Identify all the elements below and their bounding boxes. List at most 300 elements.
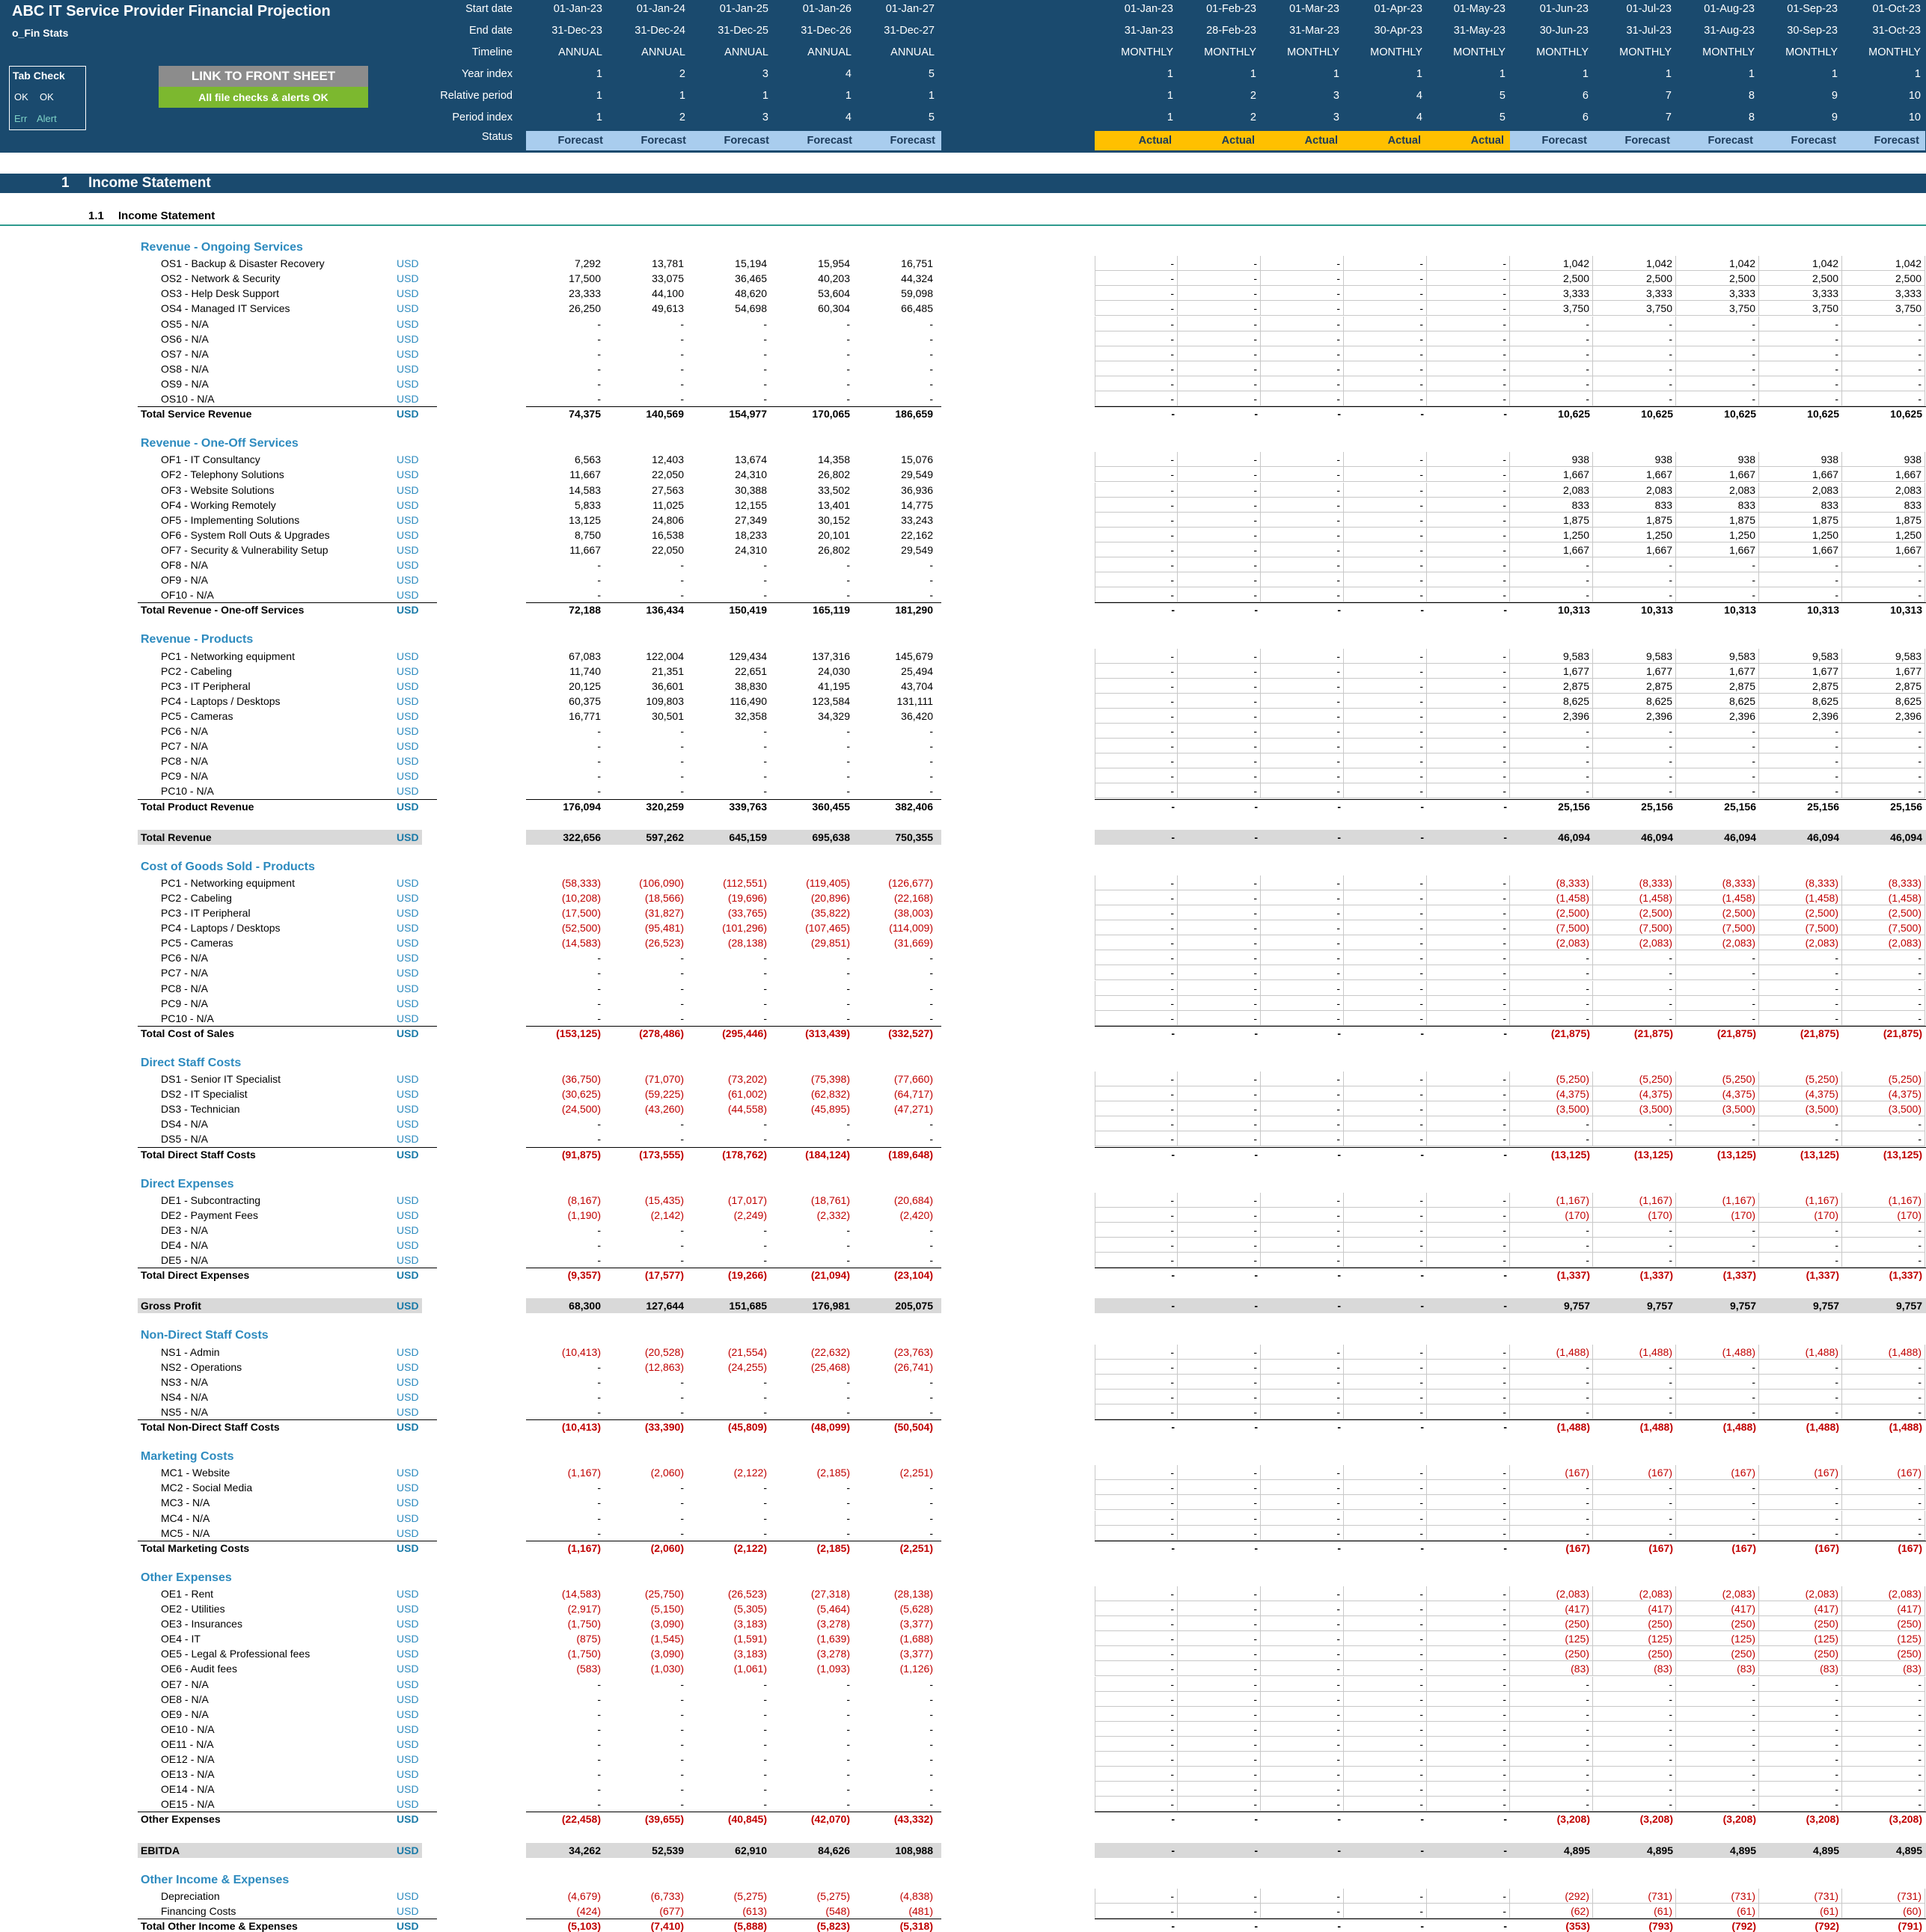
monthly-cell[interactable]: 2,875 — [1842, 679, 1925, 694]
monthly-cell[interactable]: - — [1344, 694, 1427, 709]
annual-cell[interactable]: 44,100 — [652, 287, 684, 300]
monthly-cell[interactable]: - — [1344, 920, 1427, 935]
monthly-cell[interactable]: (7,500) — [1759, 920, 1842, 935]
annual-cell[interactable]: (40,845) — [727, 1813, 767, 1826]
monthly-cell[interactable]: - — [1261, 1707, 1344, 1722]
monthly-cell[interactable]: - — [1842, 950, 1925, 965]
monthly-cell[interactable]: (8,333) — [1759, 875, 1842, 890]
annual-cell[interactable]: - — [846, 1693, 850, 1705]
monthly-cell[interactable]: - — [1178, 965, 1261, 980]
monthly-cell[interactable]: - — [1261, 483, 1344, 498]
monthly-cell[interactable]: (1,488) — [1639, 1421, 1673, 1433]
monthly-cell[interactable]: (13,125) — [1550, 1148, 1590, 1161]
annual-cell[interactable]: 34,329 — [818, 709, 850, 722]
monthly-cell[interactable]: - — [1095, 1661, 1178, 1676]
annual-cell[interactable]: (73,202) — [727, 1073, 767, 1085]
monthly-cell[interactable]: (170) — [1593, 1208, 1676, 1223]
annual-cell[interactable]: 154,977 — [729, 408, 767, 421]
monthly-cell[interactable]: 938 — [1510, 452, 1593, 467]
annual-cell[interactable]: - — [597, 785, 601, 798]
annual-cell[interactable]: - — [929, 1239, 933, 1251]
annual-cell[interactable]: - — [763, 1737, 767, 1750]
monthly-cell[interactable]: 9,583 — [1759, 649, 1842, 664]
annual-cell[interactable]: - — [597, 755, 601, 768]
monthly-cell[interactable]: (7,500) — [1593, 920, 1676, 935]
monthly-cell[interactable]: - — [1261, 1238, 1344, 1253]
annual-cell[interactable]: - — [597, 1012, 601, 1024]
annual-cell[interactable]: - — [597, 967, 601, 979]
monthly-cell[interactable]: - — [1344, 724, 1427, 739]
annual-cell[interactable]: 13,674 — [735, 453, 767, 466]
monthly-cell[interactable]: - — [1095, 1511, 1178, 1526]
annual-cell[interactable]: (17,577) — [644, 1269, 684, 1282]
annual-cell[interactable]: (184,124) — [805, 1148, 850, 1161]
monthly-cell[interactable]: - — [1427, 679, 1510, 694]
monthly-cell[interactable]: - — [1178, 271, 1261, 286]
monthly-cell[interactable]: - — [1344, 1360, 1427, 1375]
annual-cell[interactable]: 22,050 — [652, 543, 684, 556]
monthly-cell[interactable]: - — [1095, 920, 1178, 935]
annual-cell[interactable]: (3,090) — [650, 1648, 684, 1660]
monthly-cell[interactable]: - — [1178, 452, 1261, 467]
annual-cell[interactable]: - — [846, 1133, 850, 1146]
annual-cell[interactable]: - — [597, 740, 601, 753]
monthly-cell[interactable]: - — [1261, 376, 1344, 391]
annual-cell[interactable]: - — [680, 317, 684, 330]
monthly-cell[interactable]: - — [1842, 1253, 1925, 1268]
monthly-cell[interactable]: - — [1427, 301, 1510, 316]
monthly-cell[interactable]: - — [1095, 1208, 1178, 1223]
annual-cell[interactable]: 14,358 — [818, 453, 850, 466]
annual-cell[interactable]: - — [929, 967, 933, 979]
annual-cell[interactable]: 11,025 — [652, 498, 684, 511]
monthly-cell[interactable]: - — [1344, 391, 1427, 406]
monthly-cell[interactable]: - — [1178, 1601, 1261, 1616]
monthly-cell[interactable]: 25,156 — [1558, 800, 1590, 813]
annual-cell[interactable]: - — [846, 1511, 850, 1524]
annual-cell[interactable]: (613) — [742, 1904, 767, 1917]
annual-cell[interactable]: 26,802 — [818, 543, 850, 556]
annual-cell[interactable]: (107,465) — [805, 922, 850, 935]
monthly-cell[interactable]: - — [1254, 1813, 1258, 1826]
monthly-cell[interactable]: - — [1427, 1752, 1510, 1767]
monthly-cell[interactable]: - — [1427, 1677, 1510, 1692]
annual-cell[interactable]: - — [846, 1012, 850, 1024]
monthly-cell[interactable]: - — [1427, 1375, 1510, 1390]
monthly-cell[interactable]: - — [1503, 1844, 1507, 1856]
monthly-cell[interactable]: - — [1427, 317, 1510, 331]
monthly-cell[interactable]: (4,375) — [1593, 1086, 1676, 1101]
monthly-cell[interactable]: - — [1254, 1421, 1258, 1433]
monthly-cell[interactable]: (792) — [1731, 1919, 1756, 1932]
monthly-cell[interactable]: - — [1178, 1253, 1261, 1268]
annual-cell[interactable]: - — [680, 770, 684, 783]
monthly-cell[interactable]: - — [1593, 1677, 1676, 1692]
monthly-cell[interactable]: - — [1510, 1752, 1593, 1767]
annual-cell[interactable]: - — [763, 377, 767, 390]
annual-cell[interactable]: - — [929, 770, 933, 783]
annual-cell[interactable]: - — [929, 1482, 933, 1494]
annual-cell[interactable]: 151,685 — [729, 1300, 767, 1312]
annual-cell[interactable]: - — [846, 1678, 850, 1690]
monthly-cell[interactable]: (1,488) — [1676, 1345, 1759, 1360]
annual-cell[interactable]: - — [929, 740, 933, 753]
annual-cell[interactable]: - — [680, 1678, 684, 1690]
annual-cell[interactable]: - — [929, 317, 933, 330]
annual-cell[interactable]: - — [597, 1708, 601, 1720]
monthly-cell[interactable]: (8,333) — [1593, 875, 1676, 890]
monthly-cell[interactable]: - — [1503, 1269, 1507, 1282]
annual-cell[interactable]: (20,896) — [810, 891, 850, 904]
monthly-cell[interactable]: - — [1759, 1692, 1842, 1707]
annual-cell[interactable]: (6,733) — [650, 1889, 684, 1902]
annual-cell[interactable]: - — [929, 1768, 933, 1781]
monthly-cell[interactable]: - — [1178, 1722, 1261, 1737]
annual-cell[interactable]: 22,050 — [652, 468, 684, 481]
annual-cell[interactable]: - — [763, 1118, 767, 1131]
monthly-cell[interactable]: (5,250) — [1759, 1072, 1842, 1086]
monthly-cell[interactable]: - — [1427, 1480, 1510, 1495]
monthly-cell[interactable]: - — [1759, 1797, 1842, 1812]
monthly-cell[interactable]: - — [1171, 1919, 1175, 1932]
monthly-cell[interactable]: - — [1593, 1223, 1676, 1238]
monthly-cell[interactable]: - — [1178, 664, 1261, 679]
monthly-cell[interactable]: (61) — [1676, 1904, 1759, 1919]
monthly-cell[interactable]: - — [1420, 1421, 1424, 1433]
monthly-cell[interactable]: - — [1178, 1889, 1261, 1904]
annual-cell[interactable]: (2,142) — [650, 1208, 684, 1221]
monthly-cell[interactable]: - — [1095, 753, 1178, 768]
monthly-cell[interactable]: - — [1261, 996, 1344, 1011]
annual-cell[interactable]: - — [763, 1693, 767, 1705]
annual-cell[interactable]: - — [929, 1390, 933, 1403]
annual-cell[interactable]: - — [846, 1768, 850, 1781]
monthly-cell[interactable]: - — [1759, 557, 1842, 572]
monthly-cell[interactable]: - — [1337, 1813, 1341, 1826]
monthly-cell[interactable]: - — [1344, 1086, 1427, 1101]
monthly-cell[interactable]: (21,875) — [1883, 1027, 1922, 1039]
annual-cell[interactable]: 59,098 — [901, 287, 933, 300]
annual-cell[interactable]: - — [929, 997, 933, 1009]
annual-cell[interactable]: 27,349 — [735, 513, 767, 526]
monthly-cell[interactable]: - — [1261, 1101, 1344, 1116]
annual-cell[interactable]: (38,003) — [893, 907, 933, 919]
monthly-cell[interactable]: (167) — [1815, 1541, 1839, 1554]
monthly-cell[interactable]: - — [1344, 1601, 1427, 1616]
monthly-cell[interactable]: - — [1261, 1692, 1344, 1707]
monthly-cell[interactable]: - — [1261, 331, 1344, 346]
annual-cell[interactable]: (173,555) — [639, 1148, 684, 1161]
annual-cell[interactable]: 15,954 — [818, 257, 850, 270]
annual-cell[interactable]: - — [680, 1482, 684, 1494]
monthly-cell[interactable]: - — [1095, 286, 1178, 301]
annual-cell[interactable]: - — [597, 770, 601, 783]
monthly-cell[interactable]: - — [1337, 408, 1341, 421]
monthly-cell[interactable]: (2,500) — [1593, 905, 1676, 920]
monthly-cell[interactable]: - — [1510, 965, 1593, 980]
monthly-cell[interactable]: 25,156 — [1724, 800, 1756, 813]
annual-cell[interactable]: - — [846, 725, 850, 737]
monthly-cell[interactable]: - — [1427, 981, 1510, 996]
monthly-cell[interactable]: - — [1261, 679, 1344, 694]
monthly-cell[interactable]: - — [1095, 361, 1178, 376]
annual-cell[interactable]: - — [597, 1360, 601, 1373]
monthly-cell[interactable]: - — [1178, 679, 1261, 694]
monthly-cell[interactable]: - — [1178, 1782, 1261, 1797]
annual-cell[interactable]: - — [680, 347, 684, 360]
annual-cell[interactable]: - — [929, 1375, 933, 1388]
monthly-cell[interactable]: - — [1676, 981, 1759, 996]
monthly-cell[interactable]: 10,625 — [1807, 408, 1839, 421]
annual-cell[interactable]: - — [680, 574, 684, 587]
annual-cell[interactable]: 49,613 — [652, 302, 684, 315]
annual-cell[interactable]: (1,126) — [899, 1663, 933, 1675]
monthly-cell[interactable]: 2,875 — [1759, 679, 1842, 694]
annual-cell[interactable]: - — [846, 317, 850, 330]
monthly-cell[interactable]: - — [1759, 346, 1842, 361]
monthly-cell[interactable]: - — [1178, 996, 1261, 1011]
annual-cell[interactable]: (43,260) — [644, 1103, 684, 1116]
annual-cell[interactable]: (295,446) — [722, 1027, 767, 1039]
monthly-cell[interactable]: - — [1254, 800, 1258, 813]
monthly-cell[interactable]: - — [1337, 1269, 1341, 1282]
monthly-cell[interactable]: - — [1842, 1677, 1925, 1692]
annual-cell[interactable]: 15,076 — [901, 453, 933, 466]
monthly-cell[interactable]: (3,500) — [1593, 1101, 1676, 1116]
annual-cell[interactable]: - — [846, 559, 850, 571]
monthly-cell[interactable]: - — [1842, 1797, 1925, 1812]
monthly-cell[interactable]: (4,375) — [1676, 1086, 1759, 1101]
monthly-cell[interactable]: 833 — [1759, 498, 1842, 513]
monthly-cell[interactable]: - — [1503, 1541, 1507, 1554]
monthly-cell[interactable]: - — [1095, 768, 1178, 783]
monthly-cell[interactable]: - — [1427, 1131, 1510, 1146]
monthly-cell[interactable]: - — [1344, 1390, 1427, 1404]
monthly-cell[interactable]: (250) — [1676, 1616, 1759, 1631]
annual-cell[interactable]: 21,351 — [652, 664, 684, 677]
annual-cell[interactable]: - — [763, 1783, 767, 1796]
annual-cell[interactable]: - — [929, 1511, 933, 1524]
monthly-cell[interactable]: - — [1842, 1722, 1925, 1737]
annual-cell[interactable]: - — [763, 755, 767, 768]
monthly-cell[interactable]: - — [1427, 286, 1510, 301]
monthly-cell[interactable]: 10,313 — [1558, 604, 1590, 617]
monthly-cell[interactable]: - — [1593, 1238, 1676, 1253]
monthly-cell[interactable]: - — [1344, 1495, 1427, 1510]
monthly-cell[interactable]: - — [1676, 376, 1759, 391]
monthly-cell[interactable]: - — [1261, 1752, 1344, 1767]
annual-cell[interactable]: (48,099) — [810, 1421, 850, 1433]
monthly-cell[interactable]: - — [1427, 483, 1510, 498]
monthly-cell[interactable]: - — [1842, 346, 1925, 361]
monthly-cell[interactable]: - — [1344, 452, 1427, 467]
annual-cell[interactable]: 29,549 — [901, 468, 933, 481]
monthly-cell[interactable]: - — [1759, 724, 1842, 739]
monthly-cell[interactable]: - — [1171, 831, 1175, 843]
monthly-cell[interactable]: - — [1842, 1116, 1925, 1131]
monthly-cell[interactable]: (167) — [1731, 1541, 1756, 1554]
monthly-cell[interactable]: (1,488) — [1722, 1421, 1756, 1433]
monthly-cell[interactable]: - — [1178, 361, 1261, 376]
monthly-cell[interactable]: (1,458) — [1593, 890, 1676, 905]
annual-cell[interactable]: - — [763, 393, 767, 405]
monthly-cell[interactable]: - — [1593, 346, 1676, 361]
monthly-cell[interactable]: - — [1503, 1300, 1507, 1312]
monthly-cell[interactable]: - — [1593, 996, 1676, 1011]
monthly-cell[interactable]: - — [1593, 1767, 1676, 1782]
monthly-cell[interactable]: - — [1178, 317, 1261, 331]
monthly-cell[interactable]: - — [1842, 376, 1925, 391]
monthly-cell[interactable]: - — [1427, 709, 1510, 724]
monthly-cell[interactable]: - — [1510, 1737, 1593, 1752]
monthly-cell[interactable]: - — [1344, 1722, 1427, 1737]
annual-cell[interactable]: (178,762) — [722, 1148, 767, 1161]
monthly-cell[interactable]: 10,313 — [1641, 604, 1673, 617]
monthly-cell[interactable]: - — [1427, 498, 1510, 513]
annual-cell[interactable]: - — [597, 393, 601, 405]
annual-cell[interactable]: (5,628) — [899, 1603, 933, 1615]
monthly-cell[interactable]: - — [1593, 1116, 1676, 1131]
monthly-cell[interactable]: - — [1427, 557, 1510, 572]
annual-cell[interactable]: - — [763, 1722, 767, 1735]
monthly-cell[interactable]: - — [1178, 346, 1261, 361]
monthly-cell[interactable]: - — [1344, 950, 1427, 965]
monthly-cell[interactable]: - — [1420, 408, 1424, 421]
monthly-cell[interactable]: - — [1427, 768, 1510, 783]
monthly-cell[interactable]: - — [1178, 1752, 1261, 1767]
monthly-cell[interactable]: - — [1510, 1238, 1593, 1253]
monthly-cell[interactable]: - — [1759, 739, 1842, 753]
monthly-cell[interactable]: - — [1510, 950, 1593, 965]
monthly-cell[interactable]: - — [1427, 1526, 1510, 1541]
annual-cell[interactable]: - — [763, 1482, 767, 1494]
annual-cell[interactable]: (18,566) — [644, 891, 684, 904]
monthly-cell[interactable]: - — [1261, 1375, 1344, 1390]
annual-cell[interactable]: (25,468) — [810, 1360, 850, 1373]
annual-cell[interactable]: - — [680, 1012, 684, 1024]
monthly-cell[interactable]: - — [1676, 572, 1759, 587]
monthly-cell[interactable]: - — [1171, 1541, 1175, 1554]
annual-cell[interactable]: - — [846, 1526, 850, 1539]
monthly-cell[interactable]: (2,500) — [1676, 905, 1759, 920]
annual-cell[interactable]: - — [763, 1768, 767, 1781]
monthly-cell[interactable]: - — [1842, 1390, 1925, 1404]
monthly-cell[interactable]: - — [1427, 739, 1510, 753]
monthly-cell[interactable]: - — [1178, 557, 1261, 572]
monthly-cell[interactable]: - — [1095, 783, 1178, 798]
annual-cell[interactable]: (10,413) — [561, 1345, 601, 1358]
monthly-cell[interactable]: - — [1427, 1767, 1510, 1782]
monthly-cell[interactable]: (1,337) — [1806, 1269, 1839, 1282]
annual-cell[interactable]: - — [597, 1375, 601, 1388]
annual-cell[interactable]: (1,190) — [567, 1208, 601, 1221]
annual-cell[interactable]: - — [763, 1390, 767, 1403]
monthly-cell[interactable]: - — [1178, 1661, 1261, 1676]
monthly-cell[interactable]: (5,250) — [1676, 1072, 1759, 1086]
monthly-cell[interactable]: - — [1095, 1782, 1178, 1797]
monthly-cell[interactable]: - — [1510, 1526, 1593, 1541]
monthly-cell[interactable]: - — [1593, 1375, 1676, 1390]
annual-cell[interactable]: (2,332) — [816, 1208, 850, 1221]
monthly-cell[interactable]: (2,083) — [1510, 935, 1593, 950]
monthly-cell[interactable]: - — [1178, 1465, 1261, 1480]
annual-cell[interactable]: 34,262 — [569, 1844, 601, 1856]
monthly-cell[interactable]: (125) — [1510, 1631, 1593, 1646]
monthly-cell[interactable]: - — [1420, 1919, 1424, 1932]
monthly-cell[interactable]: - — [1178, 528, 1261, 542]
monthly-cell[interactable]: - — [1427, 920, 1510, 935]
annual-cell[interactable]: - — [763, 574, 767, 587]
monthly-cell[interactable]: (3,500) — [1842, 1101, 1925, 1116]
monthly-cell[interactable]: - — [1261, 271, 1344, 286]
monthly-cell[interactable]: - — [1344, 1782, 1427, 1797]
annual-cell[interactable]: - — [763, 997, 767, 1009]
annual-cell[interactable]: (15,435) — [644, 1193, 684, 1206]
monthly-cell[interactable]: - — [1759, 1767, 1842, 1782]
monthly-cell[interactable]: (167) — [1648, 1541, 1673, 1554]
monthly-cell[interactable]: - — [1842, 1511, 1925, 1526]
annual-cell[interactable]: 53,604 — [818, 287, 850, 300]
monthly-cell[interactable]: 4,895 — [1895, 1844, 1922, 1856]
monthly-cell[interactable]: 8,625 — [1759, 694, 1842, 709]
monthly-cell[interactable]: - — [1095, 981, 1178, 996]
monthly-cell[interactable]: - — [1427, 271, 1510, 286]
annual-cell[interactable]: (481) — [908, 1904, 933, 1917]
annual-cell[interactable]: (101,296) — [722, 922, 767, 935]
monthly-cell[interactable]: - — [1178, 587, 1261, 602]
annual-cell[interactable]: 30,388 — [735, 483, 767, 496]
monthly-cell[interactable]: 9,757 — [1895, 1300, 1922, 1312]
annual-cell[interactable]: 52,539 — [652, 1844, 684, 1856]
monthly-cell[interactable]: (731) — [1759, 1889, 1842, 1904]
monthly-cell[interactable]: (1,458) — [1842, 890, 1925, 905]
monthly-cell[interactable]: 9,757 — [1646, 1300, 1673, 1312]
monthly-cell[interactable]: - — [1593, 331, 1676, 346]
monthly-cell[interactable]: 25,156 — [1807, 800, 1839, 813]
monthly-cell[interactable]: - — [1261, 1253, 1344, 1268]
monthly-cell[interactable]: (417) — [1676, 1601, 1759, 1616]
monthly-cell[interactable]: - — [1344, 996, 1427, 1011]
monthly-cell[interactable]: - — [1593, 1131, 1676, 1146]
monthly-cell[interactable]: (3,208) — [1889, 1813, 1922, 1826]
annual-cell[interactable]: (2,060) — [650, 1467, 684, 1479]
monthly-cell[interactable]: 46,094 — [1890, 831, 1922, 843]
monthly-cell[interactable]: - — [1178, 981, 1261, 996]
annual-cell[interactable]: - — [763, 1798, 767, 1811]
annual-cell[interactable]: - — [680, 1497, 684, 1509]
annual-cell[interactable]: - — [929, 952, 933, 965]
annual-cell[interactable]: (5,305) — [733, 1603, 767, 1615]
monthly-cell[interactable]: (170) — [1842, 1208, 1925, 1223]
annual-cell[interactable]: (19,266) — [727, 1269, 767, 1282]
annual-cell[interactable]: - — [680, 1239, 684, 1251]
monthly-cell[interactable]: - — [1178, 1631, 1261, 1646]
annual-cell[interactable]: - — [763, 1223, 767, 1236]
monthly-cell[interactable]: - — [1178, 331, 1261, 346]
annual-cell[interactable]: (3,278) — [816, 1648, 850, 1660]
monthly-cell[interactable]: - — [1178, 1737, 1261, 1752]
monthly-cell[interactable]: - — [1178, 1404, 1261, 1419]
monthly-cell[interactable]: (2,083) — [1510, 1586, 1593, 1601]
monthly-cell[interactable]: - — [1427, 256, 1510, 271]
monthly-cell[interactable]: - — [1344, 1101, 1427, 1116]
monthly-cell[interactable]: - — [1095, 875, 1178, 890]
monthly-cell[interactable]: - — [1178, 739, 1261, 753]
monthly-cell[interactable]: - — [1427, 1495, 1510, 1510]
monthly-cell[interactable]: (1,488) — [1889, 1421, 1922, 1433]
monthly-cell[interactable]: - — [1095, 1360, 1178, 1375]
monthly-cell[interactable]: - — [1337, 1541, 1341, 1554]
